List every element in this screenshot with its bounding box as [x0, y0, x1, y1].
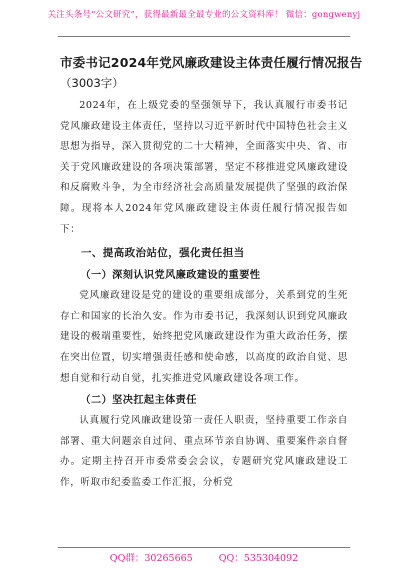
- word-count: （3003字）: [60, 76, 124, 90]
- intro-paragraph: 2024年，在上级党委的坚强领导下，我认真履行市委书记党风廉政建设主体责任，坚持以习近平新时代中国特色社会主义思想为指导，深入贯彻党的二十大精神，全面落实中央、省、市关于党风廉政建设的各项决策部署，坚定不移推进党风廉政建设和反腐败斗争，为全市经济社会高质量发展提供了坚强的政治保障。现将本人2024年党风廉政建设主体责任履行情况报告如下：: [60, 100, 348, 235]
- footer-qq-number: QQ：535304092: [218, 553, 299, 564]
- document-title: 市委书记2024年党风廉政建设主体责任履行情况报告: [60, 55, 363, 70]
- footer-divider: [58, 547, 350, 548]
- header-divider: [58, 36, 350, 37]
- subsection-heading-2: （二）坚决扛起主体责任: [80, 394, 197, 407]
- document-body: [60, 52, 363, 494]
- subsection-heading-1: （一）深刻认识党风廉政建设的重要性: [80, 269, 261, 282]
- subsection-paragraph-1: 党风廉政建设是党的建设的重要组成部分，关系到党的生死存亡和国家的长治久安。作为市委书记，我深刻认识到党风廉政建设的极端重要性，始终把党风廉政建设作为重大政治任务，摆在突出位置，切实增强责任感和使命感，以高度的政治自觉、思想自觉和行动自觉，扎实推进党风廉政建设各项工作。: [60, 290, 348, 384]
- header-promo-note: 关注头条号“公文研究”，获得最新最全最专业的公文资料库！ 微信：gongwenyj: [47, 10, 361, 20]
- subsection-paragraph-2: 认真履行党风廉政建设第一责任人职责，坚持重要工作亲自部署、重大问题亲自过问、重点环节亲自协调、重要案件亲自督办。定期主持召开市委常委会会议，专题研究党风廉政建设工作，听取市纪委监委工作汇报，分析党: [60, 415, 348, 488]
- footer-contact: [0, 550, 408, 564]
- footer-qq-group: QQ群：30265665: [109, 553, 193, 564]
- section-heading-1: 一、提高政治站位，强化责任担当: [81, 247, 245, 260]
